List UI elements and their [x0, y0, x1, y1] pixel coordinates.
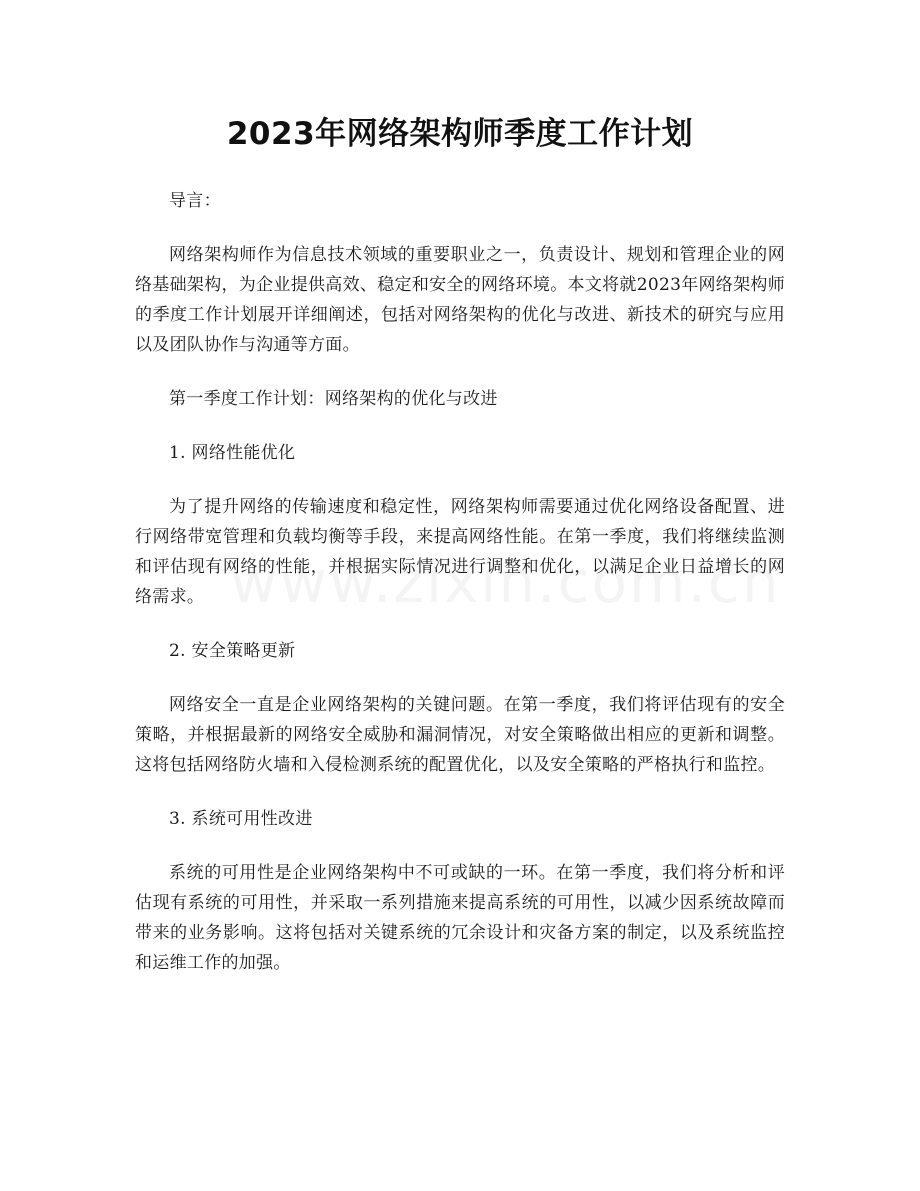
section-heading-q1: 第一季度工作计划：网络架构的优化与改进 — [169, 389, 498, 409]
intro-paragraph: 网络架构师作为信息技术领域的重要职业之一，负责设计、规划和管理企业的网络基础架构，为企业提供高效、稳定和安全的网络环境。本文将就2023年网络架构师的季度工作计划展开详细阐述，包括对网络架构的优化与改进、新技术的研究与应用以及团队协作与沟通等方面。 — [135, 245, 785, 355]
paragraph-system-availability: 系统的可用性是企业网络架构中不可或缺的一环。在第一季度，我们将分析和评估现有系统的可用性，并采取一系列措施来提高系统的可用性，以减少因系统故障而带来的业务影响。这将包括对关键系统的冗余设计和灾备方案的制定，以及系统监控和运维工作的加强。 — [135, 863, 785, 973]
intro-heading: 导言： — [169, 191, 221, 211]
subheading-security-policy: 2. 安全策略更新 — [169, 641, 296, 661]
subheading-system-availability: 3. 系统可用性改进 — [169, 809, 313, 829]
document-body — [135, 186, 785, 1002]
subheading-network-performance: 1. 网络性能优化 — [169, 443, 296, 463]
paragraph-network-performance: 为了提升网络的传输速度和稳定性，网络架构师需要通过优化网络设备配置、进行网络带宽管理和负载均衡等手段，来提高网络性能。在第一季度，我们将继续监测和评估现有网络的性能，并根据实际情况进行调整和优化，以满足企业日益增长的网络需求。 — [135, 497, 785, 607]
paragraph-security-policy: 网络安全一直是企业网络架构的关键问题。在第一季度，我们将评估现有的安全策略，并根据最新的网络安全威胁和漏洞情况，对安全策略做出相应的更新和调整。这将包括网络防火墙和入侵检测系统的配置优化，以及安全策略的严格执行和监控。 — [135, 695, 785, 775]
page-title: 2023年网络架构师季度工作计划 — [226, 116, 694, 152]
